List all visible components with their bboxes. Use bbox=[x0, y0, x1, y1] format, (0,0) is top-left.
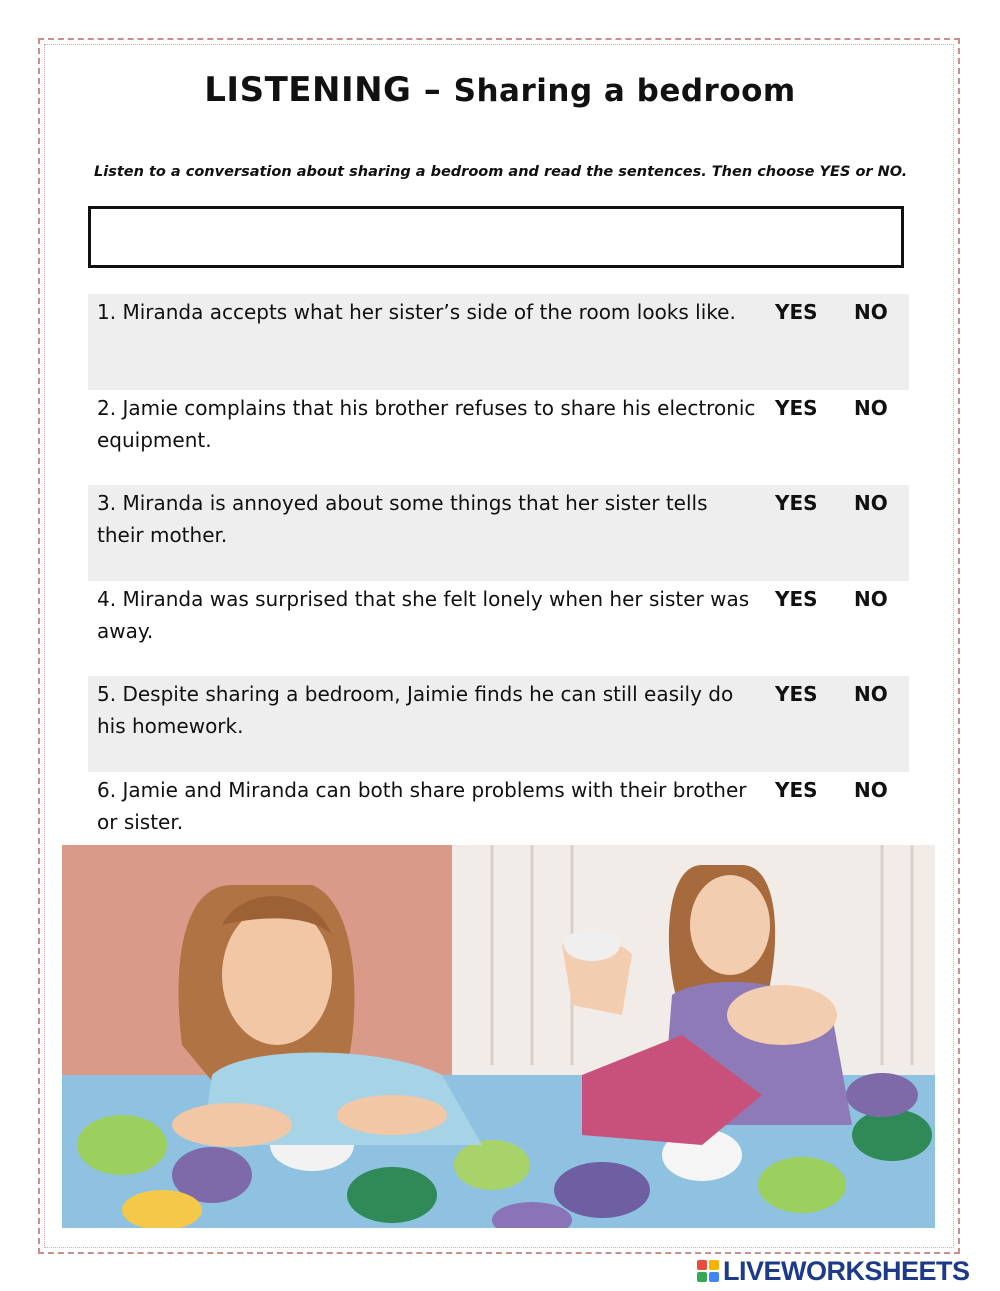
no-option[interactable]: NO bbox=[854, 777, 888, 802]
logo-blocks-icon bbox=[697, 1260, 719, 1282]
question-text: 1. Miranda accepts what her sister’s side of the room looks like. bbox=[97, 300, 736, 324]
no-option[interactable]: NO bbox=[854, 682, 888, 706]
page-title bbox=[0, 70, 1000, 110]
question-text: 4. Miranda was surprised that she felt lonely when her sister was away. bbox=[97, 586, 750, 643]
yes-option[interactable]: YES bbox=[775, 777, 818, 802]
instructions: Listen to a conversation about sharing a bedroom and read the sentences. Then choose YES or NO. bbox=[94, 164, 908, 180]
question-text: 2. Jamie complains that his brother refuses to share his electronic equipment. bbox=[97, 395, 756, 452]
brand-name: LIVEWORKSHEETS bbox=[723, 1255, 970, 1286]
question-row-2 bbox=[88, 390, 909, 486]
question-text: 6. Jamie and Miranda can both share problems with their brother or sister. bbox=[97, 777, 747, 834]
yes-option[interactable]: YES bbox=[775, 300, 818, 324]
yes-option[interactable]: YES bbox=[775, 682, 818, 706]
liveworksheets-logo[interactable] bbox=[697, 1256, 970, 1286]
question-row-4 bbox=[88, 581, 909, 677]
no-option[interactable]: NO bbox=[854, 395, 888, 420]
question-row-5 bbox=[88, 676, 909, 772]
photo-illustration bbox=[62, 845, 935, 1228]
question-text: 5. Despite sharing a bedroom, Jaimie finds he can still easily do his homework. bbox=[97, 682, 734, 738]
title-sub: Sharing a bedroom bbox=[453, 73, 796, 109]
yes-option[interactable]: YES bbox=[775, 586, 818, 611]
title-main: LISTENING – bbox=[204, 70, 454, 110]
no-option[interactable]: NO bbox=[854, 491, 888, 515]
yes-option[interactable]: YES bbox=[775, 491, 818, 515]
no-option[interactable]: NO bbox=[854, 586, 888, 611]
audio-answer-box[interactable] bbox=[88, 206, 904, 268]
yes-option[interactable]: YES bbox=[775, 395, 818, 420]
question-list bbox=[88, 294, 909, 867]
question-text: 3. Miranda is annoyed about some things that her sister tells their mother. bbox=[97, 491, 708, 547]
no-option[interactable]: NO bbox=[854, 300, 888, 324]
question-row-3 bbox=[88, 485, 909, 581]
photo-two-girls-on-bed bbox=[62, 845, 935, 1228]
question-row-1 bbox=[88, 294, 909, 390]
